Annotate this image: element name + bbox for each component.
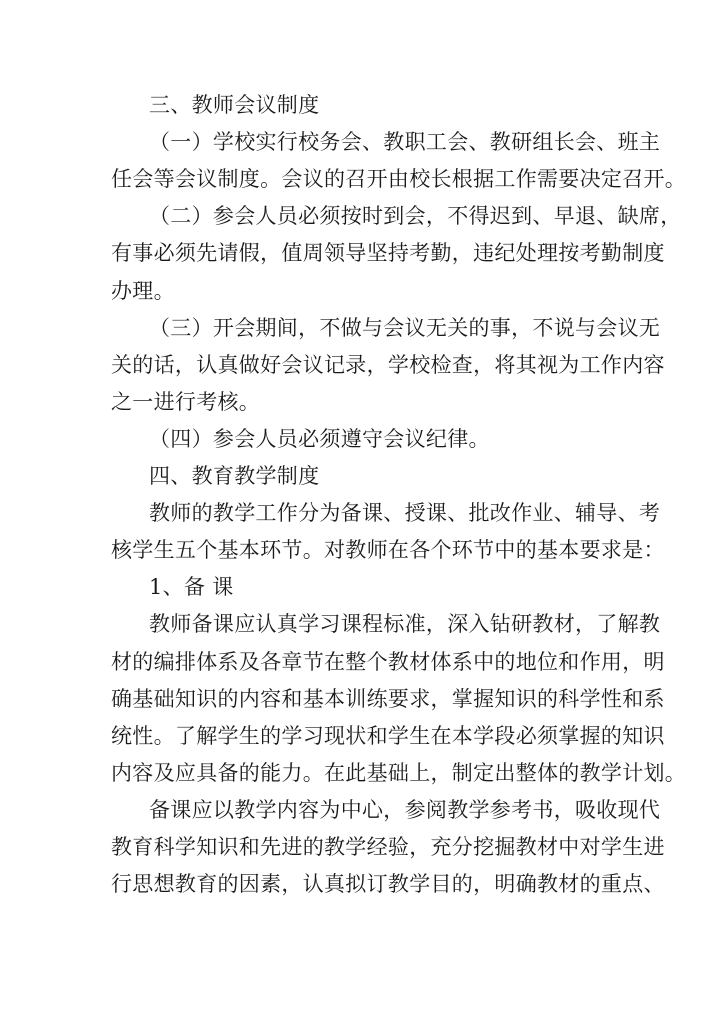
text-line: 核学生五个基本环节。对教师在各个环节中的基本要求是：: [111, 538, 665, 563]
text-line: 有事必须先请假，值周领导坚持考勤，违纪处理按考勤制度: [111, 241, 665, 266]
text-line: 教育科学知识和先进的教学经验，充分挖掘教材中对学生进: [111, 835, 665, 859]
text-line: 关的话，认真做好会议记录，学校检查，将其视为工作内容: [111, 352, 665, 377]
text-line: 办理。: [111, 278, 175, 303]
text-line: 行思想教育的因素，认真拟订教学目的，明确教材的重点、: [111, 872, 665, 897]
text-line: 确基础知识的内容和基本训练要求，掌握知识的科学性和系: [111, 686, 665, 711]
text-line: 教师的教学工作分为备课、授课、批改作业、辅导、考: [149, 501, 661, 526]
text-line: 四、教育教学制度: [149, 464, 320, 488]
text-line: 内容及应具备的能力。在此基础上，制定出整体的教学计划。: [111, 760, 687, 785]
text-line: （四）参会人员必须遵守会议纪律。: [149, 426, 490, 451]
text-line: 统性。了解学生的学习现状和学生在本学段必须掌握的知识: [111, 723, 665, 748]
text-line: （二）参会人员必须按时到会，不得迟到、早退、缺席，: [149, 204, 682, 229]
text-line: 三、教师会议制度: [149, 93, 320, 117]
text-line: 教师备课应认真学习课程标准，深入钻研教材，了解教: [149, 612, 661, 637]
text-line: 材的编排体系及各章节在整个教材体系中的地位和作用，明: [111, 649, 665, 674]
text-line: （三）开会期间，不做与会议无关的事，不说与会议无: [149, 315, 661, 340]
text-line: 1、备 课: [149, 575, 234, 600]
text-line: 之一进行考核。: [111, 389, 261, 414]
text-line: 备课应以教学内容为中心，参阅教学参考书，吸收现代: [149, 797, 661, 822]
text-line: 任会等会议制度。会议的召开由校长根据工作需要决定召开。: [111, 167, 687, 192]
text-line: （一）学校实行校务会、教职工会、教研组长会、班主: [149, 130, 661, 155]
